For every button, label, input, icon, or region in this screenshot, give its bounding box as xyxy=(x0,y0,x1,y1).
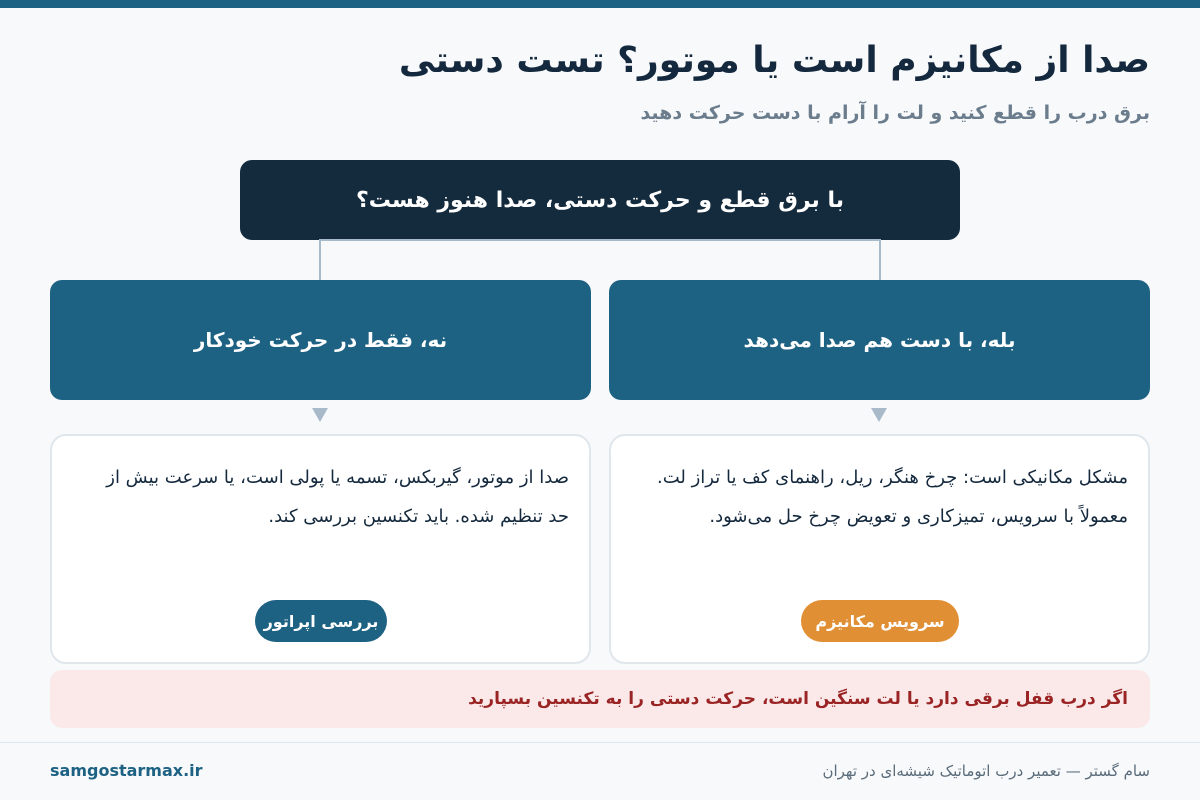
question-node xyxy=(240,160,960,240)
yes-detail-line: مشکل مکانیکی است: چرخ هنگر، ریل، راهنمای کف یا تراز لت. xyxy=(657,467,1128,488)
yes-detail-line: معمولاً با سرویس، تمیزکاری و تعویض چرخ حل می‌شود. xyxy=(709,506,1128,527)
footer-divider xyxy=(0,742,1200,743)
connector-horizontal xyxy=(320,239,880,241)
warning-text: اگر درب قفل برقی دارد یا لت سنگین است، حرکت دستی را به تکنسین بسپارید xyxy=(468,689,1128,709)
operator-check-badge: بررسی اپراتور xyxy=(255,600,387,642)
connector-right xyxy=(879,239,881,280)
footer-brand: سام گستر — تعمیر درب اتوماتیک شیشه‌ای در تهران xyxy=(822,762,1150,780)
no-detail-line: صدا از موتور، گیربکس، تسمه یا پولی است، یا سرعت بیش از xyxy=(106,467,569,488)
page-title: صدا از مکانیزم است یا موتور؟ تست دستی xyxy=(398,40,1150,81)
footer-domain-link[interactable]: samgostarmax.ir xyxy=(50,761,203,780)
page-subtitle: برق درب را قطع کنید و لت را آرام با دست حرکت دهید xyxy=(640,102,1150,124)
question-text: با برق قطع و حرکت دستی، صدا هنوز هست؟ xyxy=(356,187,844,213)
no-detail-card xyxy=(50,434,591,664)
arrow-down-yes-icon xyxy=(871,408,887,422)
connector-left xyxy=(319,239,321,280)
arrow-down-no-icon xyxy=(312,408,328,422)
no-detail-line: حد تنظیم شده. باید تکنسین بررسی کند. xyxy=(268,506,569,527)
answer-yes-label: بله، با دست هم صدا می‌دهد xyxy=(743,328,1016,352)
yes-detail-text xyxy=(631,458,1128,536)
mechanism-service-badge: سرویس مکانیزم xyxy=(801,600,959,642)
yes-detail-card xyxy=(609,434,1150,664)
answer-no-label: نه، فقط در حرکت خودکار xyxy=(193,328,448,352)
no-detail-text xyxy=(72,458,569,536)
top-accent-bar xyxy=(0,0,1200,8)
answer-yes-node xyxy=(609,280,1150,400)
warning-banner xyxy=(50,670,1150,728)
answer-no-node xyxy=(50,280,591,400)
